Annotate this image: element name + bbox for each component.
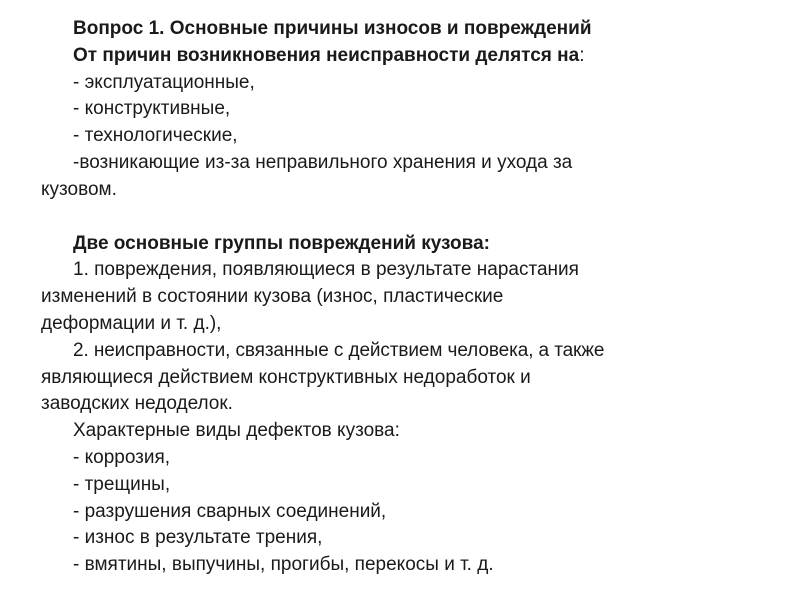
causes-intro-colon: :	[579, 44, 585, 66]
defect-item: - вмятины, выпучины, прогибы, перекосы и т. д.	[73, 554, 494, 576]
cause-item: - конструктивные,	[73, 98, 231, 120]
cause-item-storage	[41, 150, 761, 177]
cause-item: - эксплуатационные,	[73, 71, 255, 93]
group-item-1: 1. повреждения, появляющиеся в результате нарастания	[73, 259, 579, 281]
paragraph-gap	[41, 204, 761, 231]
slide-body	[41, 16, 761, 579]
question-title: Вопрос 1. Основные причины износов и повреждений	[73, 18, 592, 39]
group-item-1-continuation: изменений в состоянии кузова (износ, пластические	[41, 286, 504, 308]
group-item-2-continuation: являющиеся действием конструктивных недоработок и	[41, 366, 531, 388]
groups-heading: Две основные группы повреждений кузова:	[73, 232, 490, 254]
defect-item: - разрушения сварных соединений,	[73, 500, 387, 522]
defect-item: - износ в результате трения,	[73, 527, 323, 549]
defect-item: - коррозия,	[73, 446, 171, 468]
defect-item: - трещины,	[73, 473, 171, 495]
causes-intro	[41, 43, 761, 70]
cause-item-continuation: кузовом.	[41, 178, 117, 200]
group-item-2: 2. неисправности, связанные с действием человека, а также	[73, 339, 605, 361]
cause-item-dash: -	[73, 151, 80, 173]
causes-intro-text: От причин возникновения неисправности делятся на	[73, 44, 580, 66]
group-item-2-continuation: заводских недоделок.	[41, 393, 233, 415]
cause-item: - технологические,	[73, 125, 238, 147]
defects-heading: Характерные виды дефектов кузова:	[73, 420, 400, 442]
cause-item-text: возникающие из-за неправильного хранения и ухода за	[79, 151, 573, 173]
group-item-1-continuation: деформации и т. д.),	[41, 312, 222, 334]
